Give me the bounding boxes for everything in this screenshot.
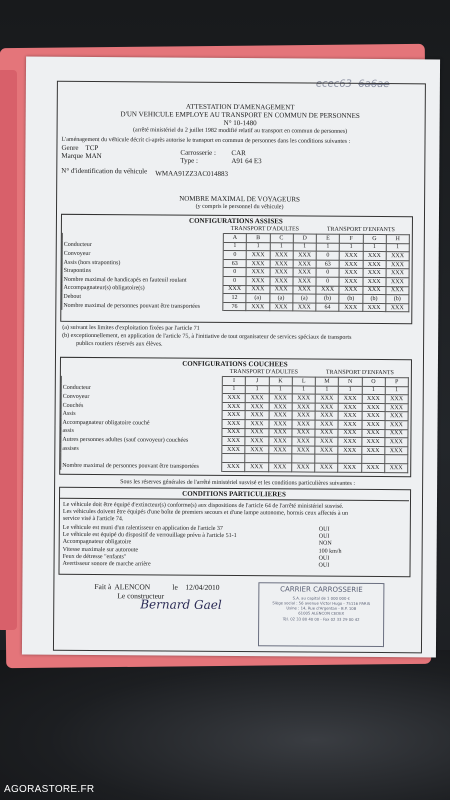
table-cell: XXX [223,285,246,294]
carrosserie-label: Carrosserie : [180,148,217,157]
table-cell: XXX [292,420,315,429]
table-cell: XXX [315,446,338,455]
table-cell: XXX [386,286,409,295]
table-cell: 0 [316,251,339,260]
row-label: Debout [62,292,223,302]
table-cell: XXX [246,251,269,260]
couchees-group-enfants: TRANSPORT D'ENFANTS [325,369,394,377]
table-cell: XXX [292,403,315,412]
folder-spine [0,70,17,630]
table-cell: XXX [268,446,291,455]
table-cell: XXX [385,403,408,412]
reserves-text: Sous les réserves générales de l'arrêté ministériel susvisé et les conditions particulières suivantes : [120,479,356,487]
column-header: A [223,233,246,242]
table-cell: XXX [246,302,269,311]
table-cell: XXX [339,286,362,295]
table-cell: (a) [293,294,316,303]
table-cell: 1 [362,386,385,395]
condition-value: 100 km/h [318,548,342,555]
table-cell: XXX [362,286,385,295]
table-cell: XXX [385,429,408,438]
table-cell: XXX [293,303,316,312]
row-label: Assis [61,410,222,420]
table-cell [245,454,268,463]
table-cell: XXX [338,420,361,429]
row-label: Accompagnateur(s) obligatoire(s) [62,284,223,294]
table-cell: XXX [245,445,268,454]
certificate-number: N° 10-1480 [223,118,257,128]
table-cell: XXX [245,428,268,437]
table-cell: XXX [338,403,361,412]
table-cell: XXX [292,428,315,437]
assises-group-enfants: TRANSPORT D'ENFANTS [326,226,395,234]
stamp-line: 61005 ALENCON CEDEX [298,610,345,617]
agorastore-watermark: AGORASTORE.FR [4,784,95,795]
table-cell [222,454,245,463]
table-cell: XXX [270,251,293,260]
table-cell [361,455,384,464]
constructeur-label: Le constructeur [117,591,165,601]
table-cell: XXX [339,260,362,269]
voyageurs-subtitle: (y compris le personnel du véhicule) [195,203,284,211]
table-cell: XXX [339,277,362,286]
table-cell: XXX [245,437,268,446]
table-cell: 1 [245,385,268,394]
genre-label: Genre [61,143,79,152]
conditions-line-1: Le véhicule doit être équipé d'extincteur(s) conforme(s) aux dispositions de l'article 64 de l'arrêté ministériel susvisé. [62,501,344,510]
column-header: G [363,234,386,243]
table-cell: 0 [223,276,246,285]
table-cell: XXX [362,395,385,404]
table-cell: 1 [270,242,293,251]
handwritten-text-2: 6a6ae [358,78,390,91]
type-label: Type : [180,156,198,165]
table-cell: XXX [338,394,361,403]
table-cell: XXX [246,285,269,294]
table-cell: XXX [245,394,268,403]
table-cell: XXX [361,463,384,472]
company-stamp [258,582,384,647]
table-cell: 1 [315,386,338,395]
condition-label: Feux de détresse "enfants" [62,553,127,561]
column-header: F [340,234,363,243]
row-label: Couchés [61,401,222,411]
row-label: Assis (hors strapontins) [62,258,223,268]
column-header: M [315,377,338,386]
table-cell: XXX [222,428,245,437]
stamp-line: S.A. au capital de 1 000 000 € [292,595,351,601]
table-cell: XXX [222,402,245,411]
row-label: Accompagnateur obligatoire couché [61,418,222,428]
condition-value: NON [318,541,332,548]
table-cell: XXX [293,260,316,269]
row-label: Autres personnes adultes (sauf convoyeur) couchées [61,435,222,445]
table-cell: XXX [386,303,409,312]
table-cell: (b) [339,294,362,303]
table-cell [315,454,338,463]
table-cell: XXX [362,403,385,412]
conditions-line-2: Les véhicules doivent être équipés d'une boîte de premiers secours et d'une lampe autonome, hormis ceux affectés à un [62,508,349,517]
table-cell: XXX [315,394,338,403]
table-cell: XXX [270,277,293,286]
table-cell: XXX [363,269,386,278]
stamp-details [259,595,383,621]
table-cell: XXX [338,446,361,455]
marque-value: MAN [85,151,102,161]
assises-title: CONFIGURATIONS ASSISES [189,216,283,226]
table-cell [385,455,408,464]
row-label: Nombre maximal de personnes pouvant être transportées [62,301,223,311]
couchees-title: CONFIGURATIONS COUCHEES [182,359,288,369]
total-row [62,301,409,312]
table-cell: XXX [316,286,339,295]
vin-label: N° d'identification du véhicule [61,166,148,176]
stamp-line: Siège social : 56 avenue Victor Hugo - 75116 PARIS [272,600,371,607]
table-cell: XXX [338,429,361,438]
table-cell: XXX [293,285,316,294]
car-seat-background [0,650,450,800]
table-cell: 1 [363,243,386,252]
table-cell: XXX [269,403,292,412]
condition-label: Le véhicule est muni d'un ralentisseur en application de l'article 37 [62,524,223,532]
table-cell: XXX [315,429,338,438]
title-line-1: ATTESTATION D'AMENAGEMENT [185,102,295,112]
column-header: C [270,234,293,243]
table-cell: (b) [316,294,339,303]
row-label: assis [61,427,222,437]
table-cell: XXX [386,252,409,261]
row-label: Strapontins [62,267,223,277]
table-cell: XXX [268,463,291,472]
handwritten-signature: Bernard Gael [140,597,222,612]
table-cell: XXX [315,463,338,472]
table-cell: 1 [386,243,409,252]
couchees-group-adultes: TRANSPORT D'ADULTES [229,368,299,376]
table-cell: XXX [269,303,292,312]
table-cell: XXX [361,429,384,438]
table-cell: XXX [293,251,316,260]
condition-label: Avertisseur sonore de marche arrière [62,560,151,568]
table-cell: 1 [339,243,362,252]
table-cell: XXX [338,463,361,472]
table-cell: XXX [292,437,315,446]
intro-text: L'aménagement du véhicule décrit ci-après autorise le transport en commun de personnes dans les conditions suivantes : [61,136,351,145]
column-header: K [269,377,292,386]
certificate-document [22,57,440,658]
le-label: le [172,582,178,592]
table-cell: XXX [338,437,361,446]
column-header: N [339,377,362,386]
table-cell: 1 [222,385,245,394]
table-cell: XXX [270,268,293,277]
table-cell: XXX [245,402,268,411]
conditions-line-3: service visé à l'article 74. [62,515,124,523]
stamp-company-name: CARRIER CARROSSERIE [280,585,363,594]
assises-group-adultes: TRANSPORT D'ADULTES [230,225,300,233]
table-cell: XXX [222,445,245,454]
row-label: Nombre maximal de personnes pouvant être transportées [61,461,222,471]
table-cell: 1 [223,242,246,251]
column-header: B [247,234,270,243]
table-cell: XXX [222,394,245,403]
table-cell: XXX [385,421,408,430]
table-cell: XXX [222,437,245,446]
table-cell [292,454,315,463]
couchees-table [60,375,409,473]
table-cell [338,455,361,464]
table-cell: XXX [385,395,408,404]
row-label: Conducteur [61,384,222,394]
table-cell: XXX [362,412,385,421]
column-header: P [385,378,408,387]
stamp-line: Usine : 14, Rue d'Argentan - B.P. 108 [286,605,357,612]
table-cell: XXX [268,437,291,446]
row-label: Conducteur [62,241,223,251]
voyageurs-title: NOMBRE MAXIMAL DE VOYAGEURS [179,194,301,204]
table-cell: XXX [362,420,385,429]
table-cell: XXX [386,260,409,269]
table-cell: XXX [385,412,408,421]
table-cell: XXX [292,394,315,403]
table-cell: XXX [270,260,293,269]
table-cell: XXX [291,463,314,472]
row-label: Nombre maximal de handicapés en fauteuil roulant [62,275,223,285]
table-cell: XXX [385,438,408,447]
table-cell: 1 [269,385,292,394]
table-cell: 76 [223,302,246,311]
condition-label: Vitesse maximale sur autoroute [62,546,139,553]
table-cell: XXX [315,411,338,420]
conditions-title: CONDITIONS PARTICULIERES [182,489,286,499]
table-cell: XXX [269,420,292,429]
signature-date: 12/04/2010 [185,582,220,592]
row-label: assises [61,444,222,454]
condition-value: OUI [318,555,330,562]
note-b-line1: (b) exceptionnellement, en application de l'article 75, à l'initiative de tout organisateur de services spéciaux de transports [62,332,352,341]
total-row [61,461,408,472]
table-cell: 1 [316,243,339,252]
table-cell: XXX [363,252,386,261]
condition-label: Accompagnateur obligatoire [62,539,132,546]
table-cell: XXX [245,463,268,472]
assises-table [61,232,410,313]
table-cell: XXX [339,269,362,278]
title-line-2: D'UN VEHICULE EMPLOYE AU TRANSPORT EN COMMUN DE PERSONNES [120,110,360,120]
table-cell: 1 [246,242,269,251]
note-a: (a) suivant les limites d'exploitation fixées par l'article 71 [62,324,200,332]
table-cell: (b) [386,295,409,304]
note-b-line2: publics routiers réservés aux élèves. [76,340,163,348]
column-header: I [222,376,245,385]
table-cell [268,454,291,463]
table-cell: XXX [386,269,409,278]
column-header: L [292,377,315,386]
handwritten-text-1: ecec63 [315,78,352,90]
table-cell: (a) [246,294,269,303]
table-cell: XXX [269,394,292,403]
decree-reference: (arrêté ministériel du 2 juillet 1982 modifié relatif au transport en commun de personnes) [132,127,348,135]
fait-label: Fait à [94,582,112,592]
table-cell: XXX [246,268,269,277]
table-cell: XXX [363,260,386,269]
row-label: Convoyeur [61,393,222,403]
condition-label: Le véhicule est équipé du dispositif de verrouillage prévu à l'article 51-1 [62,532,237,540]
table-cell: 0 [316,268,339,277]
table-cell: XXX [269,285,292,294]
table-cell: XXX [385,446,408,455]
stamp-line: Tél. 02 33 80 40 00 - Fax 02 33 29 00 42 [282,615,360,622]
table-cell: XXX [315,420,338,429]
table-cell: 63 [316,260,339,269]
column-header: J [246,377,269,386]
table-cell: 1 [385,386,408,395]
table-cell: 1 [338,386,361,395]
type-value: A91 64 E3 [231,156,262,166]
table-cell: XXX [362,303,385,312]
table-cell: XXX [384,464,407,473]
table-cell: XXX [222,462,245,471]
column-header: E [316,234,339,243]
column-header: D [293,234,316,243]
table-cell: XXX [386,278,409,287]
table-cell: XXX [269,411,292,420]
table-cell: 1 [292,386,315,395]
table-cell: 12 [223,294,246,303]
table-cell: XXX [293,268,316,277]
table-cell: 63 [223,259,246,268]
table-cell: XXX [245,411,268,420]
table-cell: XXX [292,411,315,420]
table-cell: XXX [315,437,338,446]
table-cell: XXX [339,251,362,260]
fait-place: ALENCON [114,582,151,592]
vin-value: WMAA91ZZ3AC014883 [155,169,229,178]
table-cell: XXX [292,446,315,455]
condition-value: OUI [318,562,330,569]
table-cell: 1 [293,243,316,252]
table-cell: XXX [268,428,291,437]
row-label: Convoyeur [62,250,223,260]
table-cell: XXX [361,438,384,447]
column-header: O [362,377,385,386]
table-cell: XXX [315,403,338,412]
table-cell: XXX [293,277,316,286]
genre-value: TCP [85,143,99,153]
condition-value: OUI [318,533,330,540]
table-cell: 64 [316,303,339,312]
carrosserie-value: CAR [231,148,246,158]
condition-value: OUI [318,526,330,533]
table-cell: XXX [245,420,268,429]
table-cell: XXX [246,277,269,286]
table-cell: XXX [361,446,384,455]
marque-label: Marque [61,151,84,160]
table-cell: 0 [223,268,246,277]
table-cell: XXX [338,412,361,421]
table-cell: (a) [269,294,292,303]
table-cell: 0 [316,277,339,286]
table-cell: XXX [246,259,269,268]
column-header: H [386,235,409,244]
table-cell: 0 [223,251,246,260]
table-cell: (b) [362,295,385,304]
table-cell: XXX [222,419,245,428]
table-cell: XXX [362,277,385,286]
table-cell: XXX [339,303,362,312]
table-cell: XXX [222,411,245,420]
